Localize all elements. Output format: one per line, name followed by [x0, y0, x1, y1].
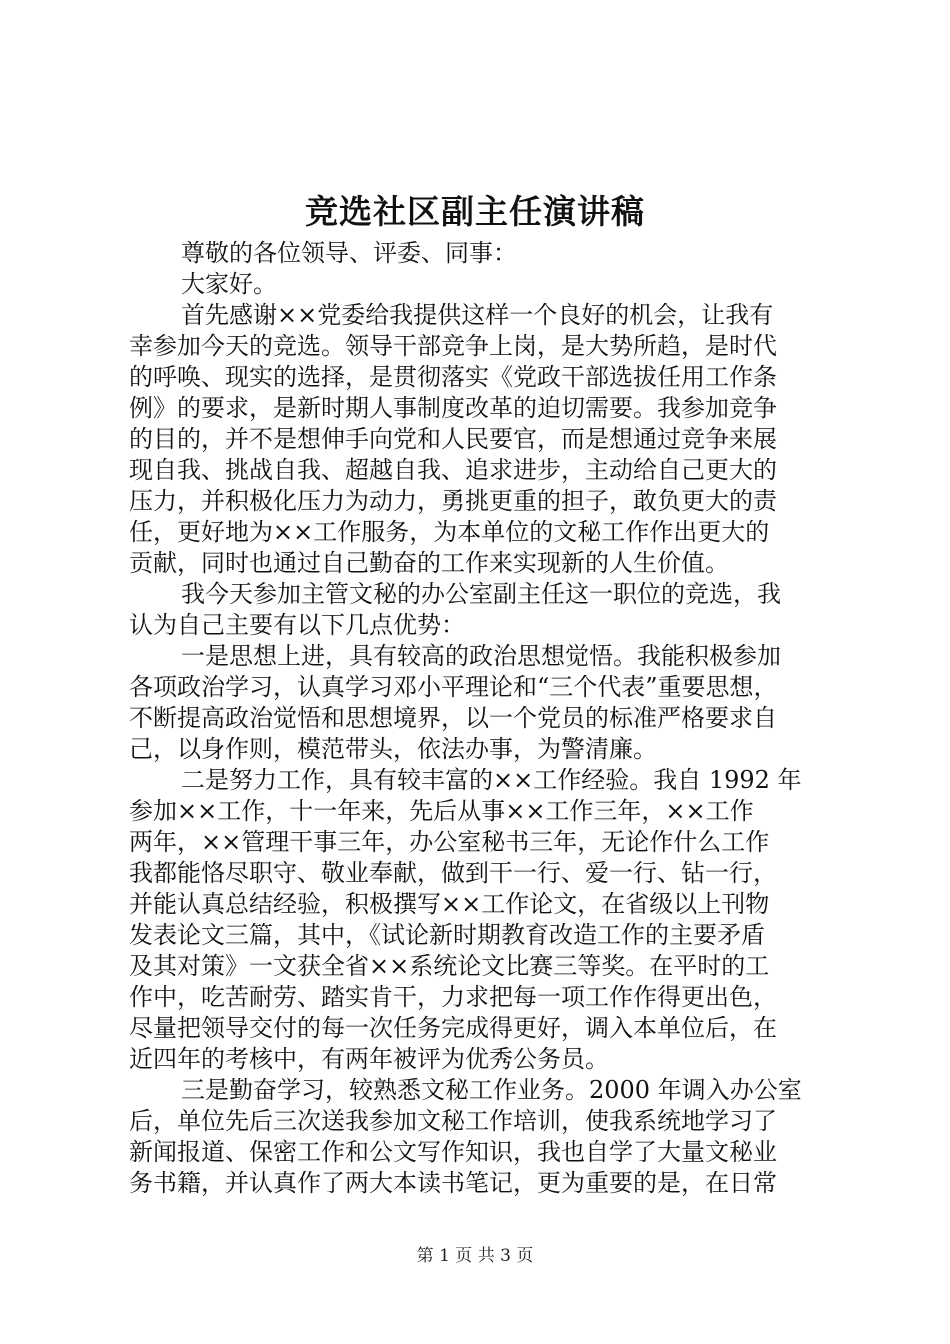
body-line: 尊敬的各位领导、评委、同事： [181, 239, 517, 267]
body-line: 的呼唤、现实的选择，是贯彻落实《党政干部选拔任用工作条 [129, 363, 777, 391]
body-line: 作中，吃苦耐劳、踏实肯干，力求把每一项工作作得更出色， [129, 983, 777, 1011]
body-line: 一是思想上进，具有较高的政治思想觉悟。我能积极参加 [181, 642, 781, 670]
body-line: 认为自己主要有以下几点优势： [129, 611, 465, 639]
body-line: 二是努力工作，具有较丰富的××工作经验。我自 1992 年 [181, 766, 802, 794]
body-line: 参加××工作，十一年来，先后从事××工作三年，××工作 [129, 797, 754, 825]
body-line: 任，更好地为××工作服务，为本单位的文秘工作作出更大的 [129, 518, 770, 546]
body-line: 大家好。 [181, 270, 277, 298]
body-line: 近四年的考核中，有两年被评为优秀公务员。 [129, 1045, 609, 1073]
body-line: 的目的，并不是想伸手向党和人民要官，而是想通过竞争来展 [129, 425, 777, 453]
document-body [129, 238, 831, 1199]
body-line: 两年，××管理干事三年，办公室秘书三年，无论作什么工作 [129, 828, 770, 856]
body-line: 贡献，同时也通过自己勤奋的工作来实现新的人生价值。 [129, 549, 729, 577]
body-line: 己，以身作则，模范带头，依法办事，为警清廉。 [129, 735, 657, 763]
body-line: 幸参加今天的竞选。领导干部竞争上岗，是大势所趋，是时代 [129, 332, 777, 360]
document-title: 竞选社区副主任演讲稿 [305, 192, 645, 231]
body-line: 首先感谢××党委给我提供这样一个良好的机会，让我有 [181, 301, 774, 329]
body-line: 务书籍，并认真作了两大本读书笔记，更为重要的是，在日常 [129, 1169, 777, 1197]
body-line: 尽量把领导交付的每一次任务完成得更好，调入本单位后，在 [129, 1014, 777, 1042]
body-line: 后，单位先后三次送我参加文秘工作培训，使我系统地学习了 [129, 1107, 777, 1135]
body-line: 现自我、挑战自我、超越自我、追求进步，主动给自己更大的 [129, 456, 777, 484]
body-line: 不断提高政治觉悟和思想境界，以一个党员的标准严格要求自 [129, 704, 777, 732]
body-line: 及其对策》一文获全省××系统论文比赛三等奖。在平时的工 [129, 952, 770, 980]
body-line: 各项政治学习，认真学习邓小平理论和“三个代表”重要思想， [129, 673, 778, 701]
body-line: 并能认真总结经验，积极撰写××工作论文，在省级以上刊物 [129, 890, 770, 918]
body-line: 例》的要求，是新时期人事制度改革的迫切需要。我参加竞争 [129, 394, 777, 422]
body-line: 新闻报道、保密工作和公文写作知识，我也自学了大量文秘业 [129, 1138, 777, 1166]
body-line: 三是勤奋学习，较熟悉文秘工作业务。2000 年调入办公室 [181, 1076, 802, 1104]
body-line: 压力，并积极化压力为动力，勇挑更重的担子，敢负更大的责 [129, 487, 777, 515]
body-line: 我都能恪尽职守、敬业奉献，做到干一行、爱一行、钻一行， [129, 859, 777, 887]
body-line: 我今天参加主管文秘的办公室副主任这一职位的竞选，我 [181, 580, 781, 608]
page-footer: 第 1 页 共 3 页 [416, 1246, 534, 1266]
body-line: 发表论文三篇，其中，《试论新时期教育改造工作的主要矛盾 [129, 921, 765, 949]
